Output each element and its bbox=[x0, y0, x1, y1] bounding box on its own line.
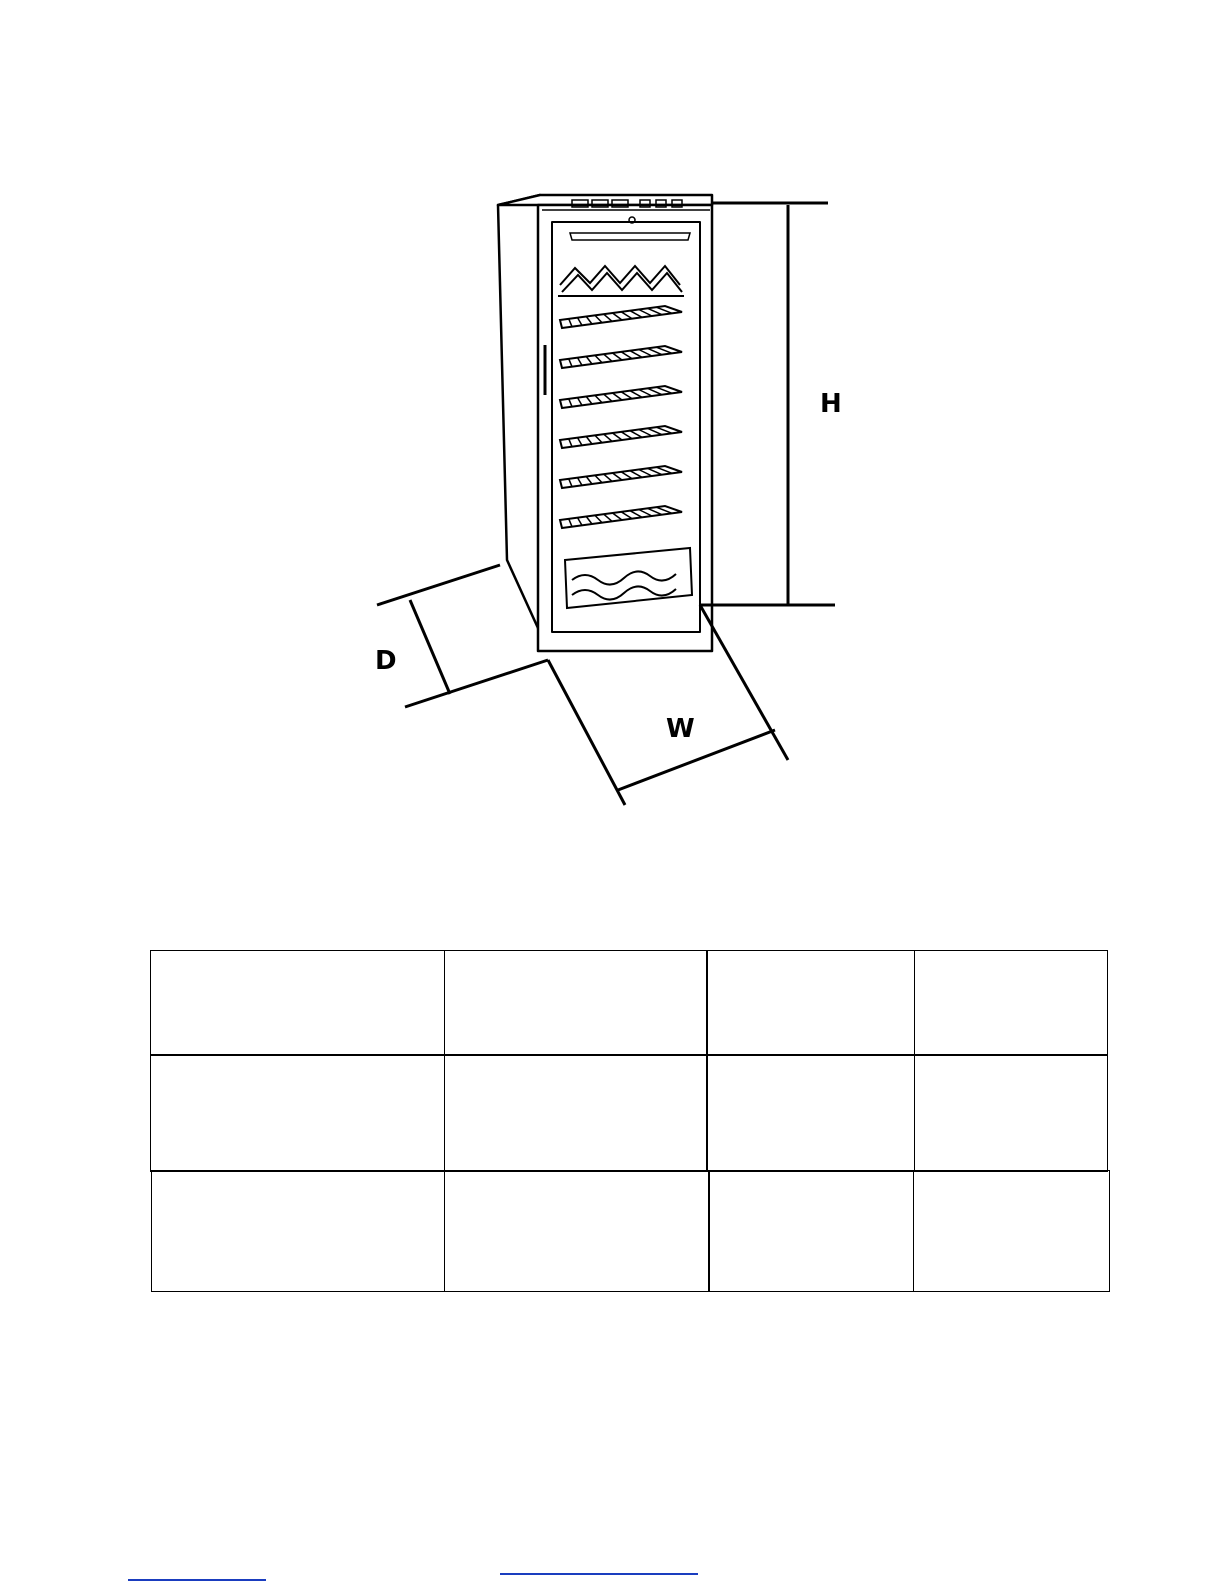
table-cell bbox=[151, 1170, 445, 1292]
table-row bbox=[151, 1170, 1108, 1292]
height-label: H bbox=[820, 389, 842, 419]
table-cell bbox=[913, 1170, 1110, 1292]
cabinet-outline bbox=[498, 195, 712, 651]
table-cell bbox=[150, 950, 445, 1056]
footer-link-underline[interactable] bbox=[128, 1579, 266, 1581]
table-cell bbox=[444, 1170, 710, 1292]
table-cell bbox=[150, 1054, 445, 1172]
depth-label: D bbox=[375, 646, 397, 676]
width-label: W bbox=[666, 714, 695, 744]
table-cell bbox=[914, 950, 1108, 1056]
table-cell bbox=[708, 1170, 914, 1292]
table-row bbox=[150, 1054, 1106, 1172]
footer-link-underline[interactable] bbox=[500, 1573, 698, 1575]
dimensions-table bbox=[150, 950, 1110, 1292]
table-row bbox=[150, 950, 1106, 1056]
table-cell bbox=[914, 1054, 1108, 1172]
table-cell bbox=[444, 1054, 708, 1172]
table-cell bbox=[706, 950, 915, 1056]
table-cell bbox=[706, 1054, 915, 1172]
height-dimension bbox=[700, 203, 835, 605]
table-cell bbox=[444, 950, 708, 1056]
